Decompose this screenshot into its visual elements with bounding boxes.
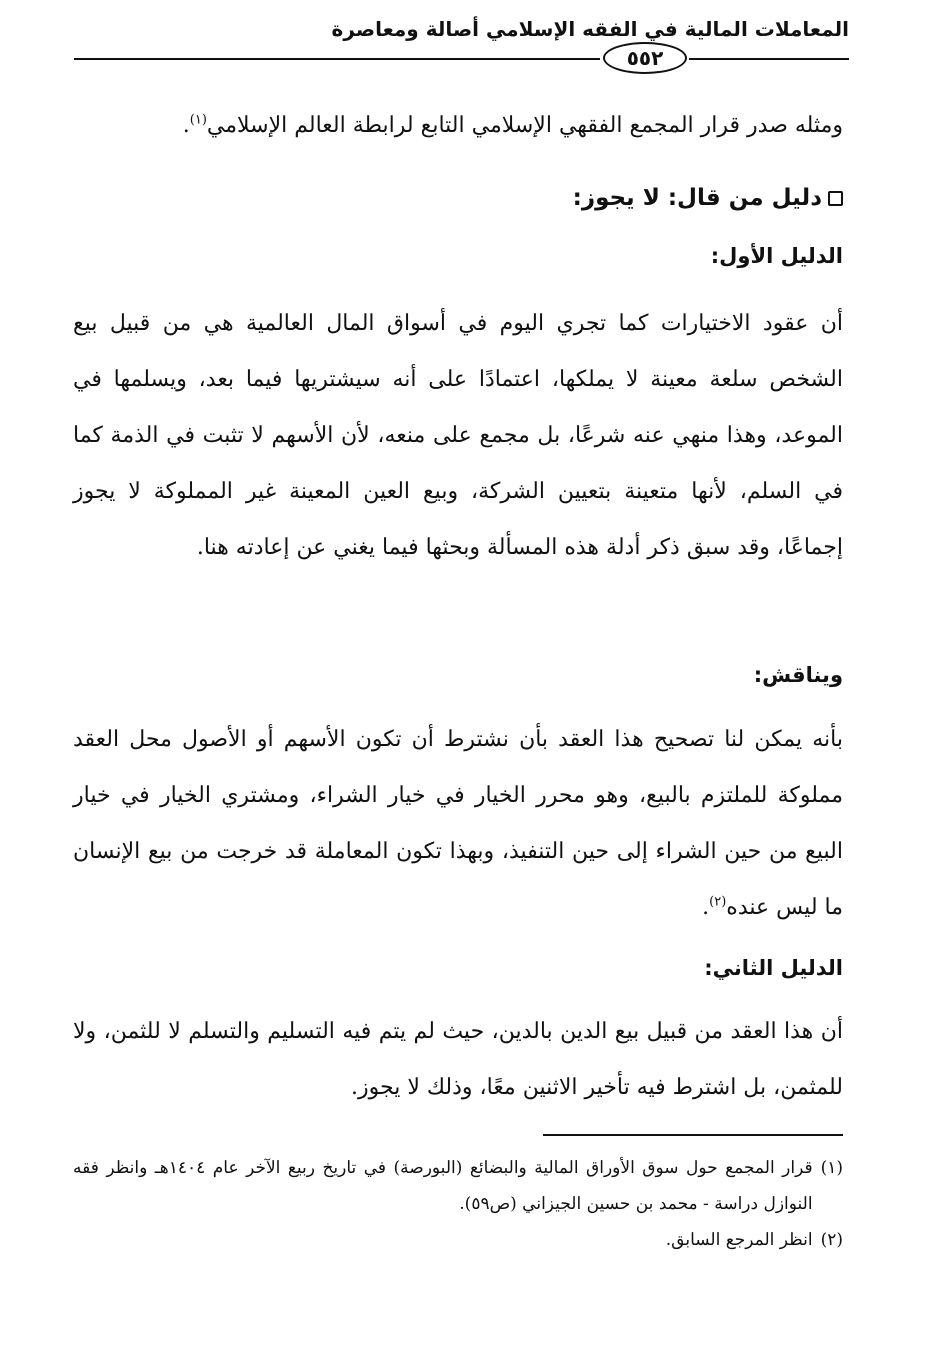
square-bullet-icon xyxy=(828,191,843,206)
first-evidence-heading: الدليل الأول: xyxy=(710,244,843,268)
footnote-text: انظر المرجع السابق. xyxy=(665,1230,813,1250)
header-rule-left xyxy=(74,58,600,60)
section-heading-text: دليل من قال: لا يجوز: xyxy=(572,185,822,211)
footnote-ref-1[interactable]: (١) xyxy=(189,112,207,128)
discussion-paragraph xyxy=(73,712,843,936)
intro-text: ومثله صدر قرار المجمع الفقهي الإسلامي التابع لرابطة العالم الإسلامي xyxy=(206,113,843,138)
footnote-number: (١) xyxy=(820,1158,843,1178)
running-head-title: المعاملات المالية في الفقه الإسلامي أصالة ومعاصرة xyxy=(331,17,849,41)
discussion-text: بأنه يمكن لنا تصحيح هذا العقد بأن نشترط أن تكون الأسهم أو الأصول محل العقد مملوكة للملتزم بالبيع، وهو محرر الخيار في خيار الشراء، ومشتري الخيار في خيار البيع من حين الشراء إلى حين التنفيذ، وبهذا تكون المعاملة قد خرجت من بيع الإنسان ما ليس عنده xyxy=(73,727,843,920)
footnotes xyxy=(73,1150,843,1258)
footnote-2 xyxy=(73,1222,843,1258)
footnote-ref-2[interactable]: (٢) xyxy=(709,894,727,910)
page-number: ٥٥٢ xyxy=(603,42,687,74)
second-evidence-heading: الدليل الثاني: xyxy=(704,956,843,980)
discussion-heading: ويناقش: xyxy=(753,663,843,687)
first-evidence-paragraph: أن عقود الاختيارات كما تجري اليوم في أسواق المال العالمية هي من قبيل بيع الشخص سلعة معينة لا يملكها، اعتمادًا على أنه سيشتريها فيما بعد، ويسلمها في الموعد، وهذا منهي عنه شرعًا، بل مجمع على منعه، لأن الأسهم لا تثبت في الذمة كما في السلم، لأنها متعينة بتعيين الشركة، وبيع العين المعينة غير المملوكة لا يجوز إجماعًا، وقد سبق ذكر أدلة هذه المسألة وبحثها فيما يغني عن إعادته هنا. xyxy=(73,311,843,560)
footnote-text: قرار المجمع حول سوق الأوراق المالية والبضائع (البورصة) في تاريخ ربيع الآخر عام ١٤٠٤هـ وانظر فقه النوازل دراسة - محمد بن حسين الجيزاني (ص٥٩). xyxy=(73,1158,813,1214)
intro-tail: . xyxy=(182,113,190,138)
second-evidence-paragraph: أن هذا العقد من قبيل بيع الدين بالدين، حيث لم يتم فيه التسليم والتسلم لا للثمن، ولا للمثمن، بل اشترط فيه تأخير الاثنين معًا، وذلك لا يجوز. xyxy=(73,1019,843,1100)
section-heading xyxy=(73,178,843,218)
intro-paragraph xyxy=(73,98,843,154)
footnote-1 xyxy=(73,1150,843,1222)
discussion-tail: . xyxy=(702,895,710,920)
header-rule-right xyxy=(689,58,849,60)
footnote-number: (٢) xyxy=(820,1230,843,1250)
footnote-separator xyxy=(543,1134,843,1136)
